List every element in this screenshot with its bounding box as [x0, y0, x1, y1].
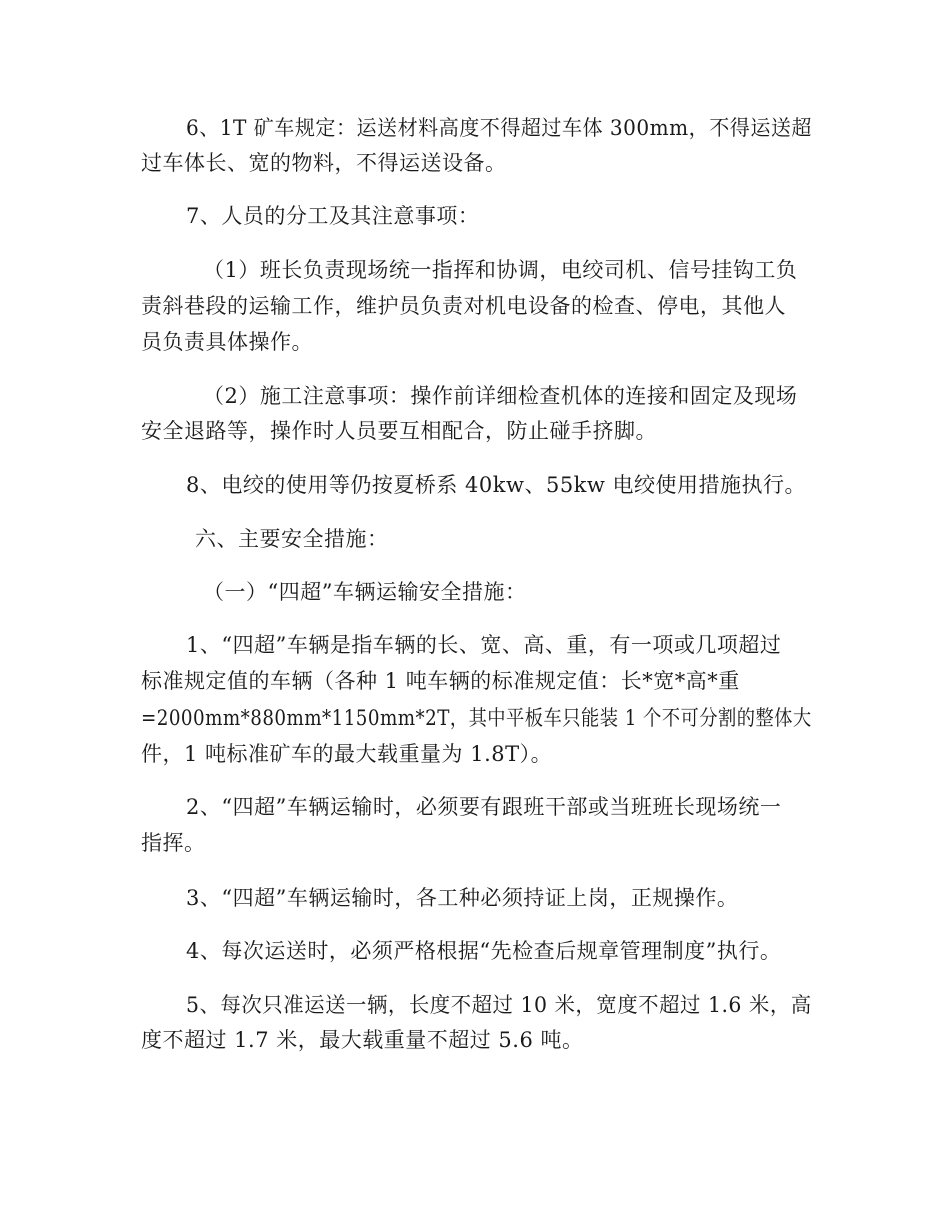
text-line: 度不超过 1.7 米，最大载重量不超过 5.6 吨。 — [141, 1028, 584, 1052]
text-line: 指挥。 — [141, 831, 206, 855]
text-line: 2、“四超”车辆运输时，必须要有跟班干部或当班班长现场统一 — [186, 795, 782, 819]
text-line: 5、每次只准运送一辆，长度不超过 10 米，宽度不超过 1.6 米，高 — [186, 993, 812, 1017]
text-line: 3、“四超”车辆运输时，各工种必须持证上岗，正规操作。 — [186, 886, 739, 910]
text-line: 4、每次运送时，必须严格根据“先检查后规章管理制度”执行。 — [186, 939, 782, 963]
text-line: 安全退路等，操作时人员要互相配合，防止碰手挤脚。 — [141, 419, 657, 443]
text-line: 标准规定值的车辆（各种 1 吨车辆的标准规定值：长*宽*高*重 — [141, 669, 740, 693]
subsection-heading: （一）“四超”车辆运输安全措施： — [203, 580, 527, 604]
text-line: 员负责具体操作。 — [141, 330, 313, 354]
text-line: 责斜巷段的运输工作，维护员负责对机电设备的检查、停电，其他人 — [141, 294, 786, 318]
text-line: =2000mm*880mm*1150mm*2T，其中平板车只能装 1 个不可分割的整体大 — [141, 706, 812, 730]
text-line: 7、人员的分工及其注意事项： — [186, 204, 480, 228]
section-heading: 六、主要安全措施： — [195, 527, 389, 551]
text-line: 1、“四超”车辆是指车辆的长、宽、高、重，有一项或几项超过 — [186, 633, 782, 657]
text-line: （1）班长负责现场统一指挥和协调，电绞司机、信号挂钩工负 — [203, 258, 798, 282]
text-line: 8、电绞的使用等仍按夏桥系 40kw、55kw 电绞使用措施执行。 — [186, 473, 807, 497]
text-line: 6、1T 矿车规定：运送材料高度不得超过车体 300mm，不得运送超 — [186, 116, 812, 140]
text-line: （2）施工注意事项：操作前详细检查机体的连接和固定及现场 — [203, 384, 798, 408]
text-line: 件，1 吨标准矿车的最大载重量为 1.8T）。 — [141, 742, 553, 766]
text-line: 过车体长、宽的物料，不得运送设备。 — [141, 151, 507, 175]
